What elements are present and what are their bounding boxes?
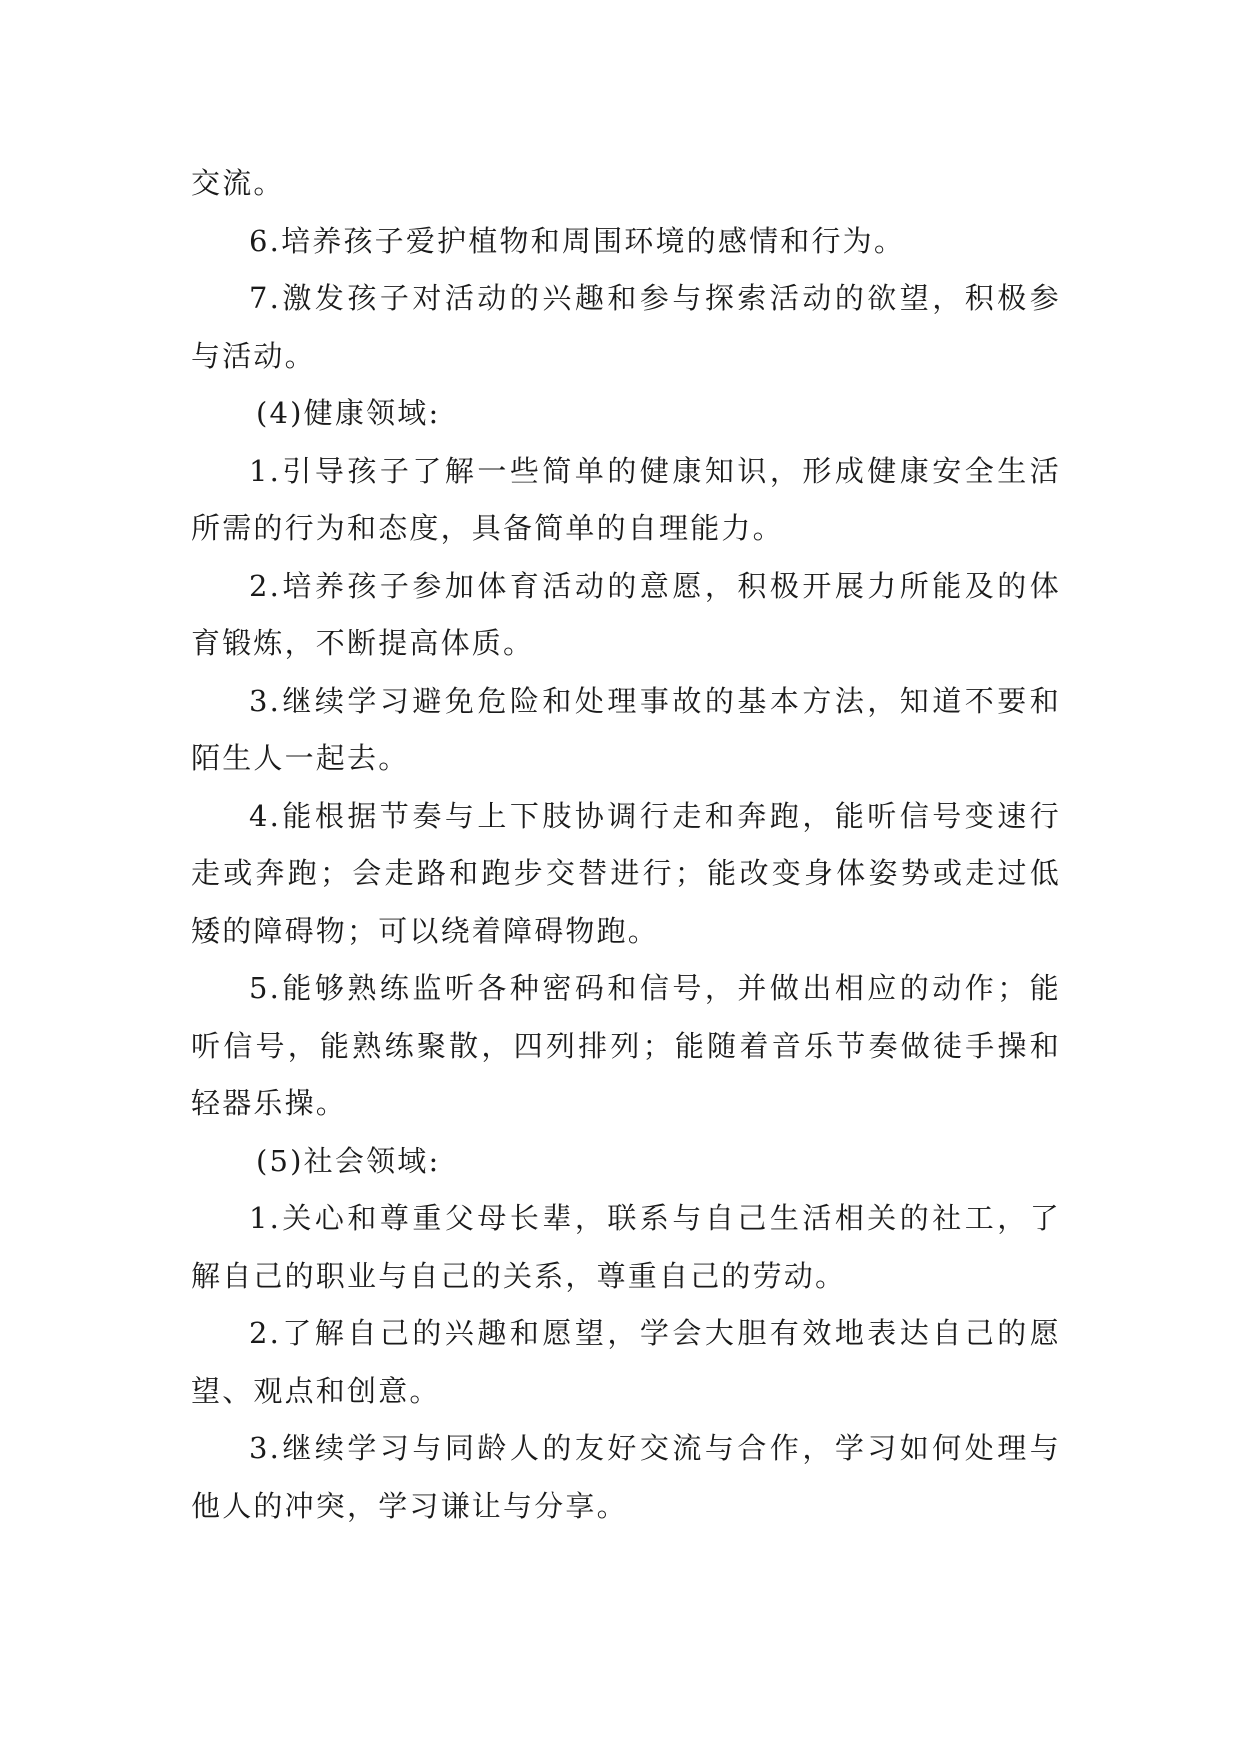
paragraph-social-item-3: 3.继续学习与同龄人的友好交流与合作，学习如何处理与他人的冲突，学习谦让与分享。 — [191, 1431, 1061, 1523]
paragraph-health-item-3: 3.继续学习避免危险和处理事故的基本方法，知道不要和陌生人一起去。 — [191, 683, 1061, 775]
paragraph-health-item-5: 5.能够熟练监听各种密码和信号，并做出相应的动作；能听信号，能熟练聚散，四列排列；能随着音乐节奏做徒手操和轻器乐操。 — [191, 971, 1061, 1120]
paragraph-social-item-1: 1.关心和尊重父母长辈，联系与自己生活相关的社工，了解自己的职业与自己的关系，尊重自己的劳动。 — [191, 1201, 1061, 1293]
section-heading-social: (5)社会领域: — [256, 1143, 441, 1178]
paragraph-continuation: 交流。 — [191, 166, 285, 200]
paragraph-health-item-4: 4.能根据节奏与上下肢协调行走和奔跑，能听信号变速行走或奔跑；会走路和跑步交替进行；能改变身体姿势或走过低矮的障碍物；可以绕着障碍物跑。 — [191, 798, 1061, 948]
paragraph-health-item-2: 2.培养孩子参加体育活动的意愿，积极开展力所能及的体育锻炼，不断提高体质。 — [191, 568, 1061, 660]
paragraph-health-item-1: 1.引导孩子了解一些简单的健康知识，形成健康安全生活所需的行为和态度，具备简单的自理能力。 — [191, 453, 1061, 545]
paragraph-item-6: 6.培养孩子爱护植物和周围环境的感情和行为。 — [249, 223, 906, 258]
paragraph-item-7: 7.激发孩子对活动的兴趣和参与探索活动的欲望，积极参与活动。 — [191, 281, 1061, 373]
paragraph-social-item-2: 2.了解自己的兴趣和愿望，学会大胆有效地表达自己的愿望、观点和创意。 — [191, 1316, 1061, 1408]
section-heading-health: (4)健康领域: — [256, 396, 441, 430]
document-body — [191, 155, 1061, 1535]
